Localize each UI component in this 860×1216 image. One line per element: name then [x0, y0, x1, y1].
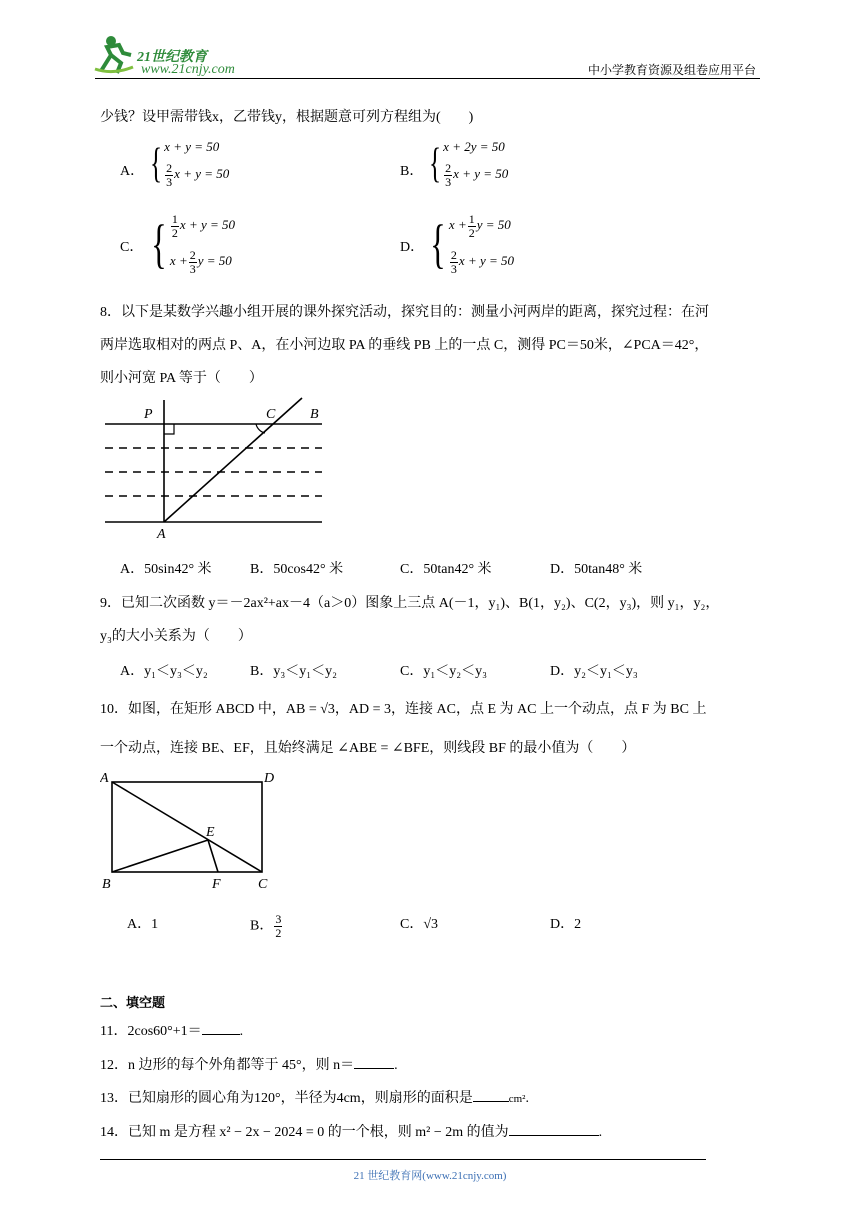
q9-line-1: 9．已知二次函数 y＝－2ax²+ax－4（a＞0）图象上三点 A(－1，y₁)、B(1，y₂)、C(2，y₃)，则 y₁，y₂，	[100, 596, 720, 611]
q9-line-2: y₃的大小关系为（ ）	[100, 629, 252, 644]
q7-option-b-label: B．	[400, 164, 424, 179]
platform-name: 中小学教育资源及组卷应用平台	[587, 63, 756, 77]
q10-option-c: C．√3	[400, 917, 439, 932]
q7-option-d-system: { x + $\frac{1}{2}$ y = 50 $\frac{2}{3}$ x + y = 50	[430, 211, 515, 276]
header-divider	[95, 78, 760, 79]
q7-option-a-label: A．	[120, 164, 145, 179]
label-c: C	[266, 407, 276, 422]
label-a: A	[100, 771, 109, 786]
q13: 13．已知扇形的圆心角为120°，半径为4cm，则扇形的面积是 cm².	[100, 1091, 529, 1106]
q12: 12．n 边形的每个外角都等于 45°，则 n＝ .	[100, 1058, 398, 1073]
footer-divider	[100, 1159, 706, 1160]
q7-option-b-system: { x + 2y = 50 $\frac{2}{3}$ x + y = 50	[429, 139, 509, 189]
q9-option-b: B．y₃＜y₁＜y₂	[250, 664, 337, 679]
label-e: E	[206, 825, 215, 840]
runner-logo-icon	[93, 33, 263, 77]
label-a: A	[157, 527, 166, 542]
q8-line-1: 8．以下是某数学兴趣小组开展的课外探究活动，探究目的：测量小河两岸的距离，探究过程：在河	[100, 305, 709, 320]
q7-stem: 少钱？设甲需带钱x，乙带钱y，根据题意可列方程组为( )	[100, 110, 474, 125]
label-f: F	[212, 877, 221, 892]
q9-option-c: C．y₁＜y₂＜y₃	[400, 664, 487, 679]
label-d: D	[264, 771, 275, 786]
footer-link[interactable]: 21 世纪教育网(www.21cnjy.com)	[353, 1170, 507, 1182]
q11: 11．2cos60°+1＝ .	[100, 1024, 244, 1039]
q8-option-a: A．50sin42° 米	[120, 562, 212, 577]
label-b: B	[310, 407, 319, 422]
svg-text:www.21cnjy.com: www.21cnjy.com	[141, 62, 235, 77]
label-c: C	[258, 877, 268, 892]
q14: 14．已知 m 是方程 x² − 2x − 2024 = 0 的一个根，则 m² − 2m 的值为 .	[100, 1125, 603, 1140]
svg-text:21世纪教育: 21世纪教育	[137, 50, 207, 65]
q10-option-d: D．2	[550, 917, 582, 932]
q7-option-c-label: C．	[120, 240, 144, 255]
q8-river-figure	[100, 396, 330, 542]
label-b: B	[102, 877, 111, 892]
q8-line-2: 两岸选取相对的两点 P、A，在小河边取 PA 的垂线 PB 上的一点 C，测得 PC＝50米，∠PCA＝42°，	[100, 338, 709, 353]
q7-option-a-system: { x + y = 50 $\frac{2}{3}$ x + y = 50	[150, 139, 230, 189]
q8-option-b: B．50cos42° 米	[250, 562, 344, 577]
q10-option-b: B． $\frac{3}{2}$	[250, 912, 282, 940]
q10-line-2: 一个动点，连接 BE、EF，且始终满足 ∠ABE = ∠BFE，则线段 BF 的最小值为（ ）	[100, 741, 636, 756]
q7-option-c-system: { $\frac{1}{2}$ x + y = 50 x + $\frac{2}{3}$ y = 50	[151, 211, 236, 276]
section-title: 二、填空题	[100, 996, 166, 1011]
q8-option-d: D．50tan48° 米	[550, 562, 643, 577]
logo	[93, 33, 263, 77]
q10-rectangle-figure	[100, 768, 280, 892]
q10-line-1: 10．如图，在矩形 ABCD 中，AB = √3，AD = 3，连接 AC，点 E 为 AC 上一个动点，点 F 为 BC 上	[100, 702, 707, 717]
q10-option-a: A．1	[127, 917, 159, 932]
q9-option-a: A．y₁＜y₃＜y₂	[120, 664, 208, 679]
q8-option-c: C．50tan42° 米	[400, 562, 492, 577]
q9-option-d: D．y₂＜y₁＜y₃	[550, 664, 638, 679]
q7-option-d-label: D．	[400, 240, 425, 255]
q8-line-3: 则小河宽 PA 等于（ ）	[100, 371, 263, 386]
label-p: P	[144, 407, 153, 422]
